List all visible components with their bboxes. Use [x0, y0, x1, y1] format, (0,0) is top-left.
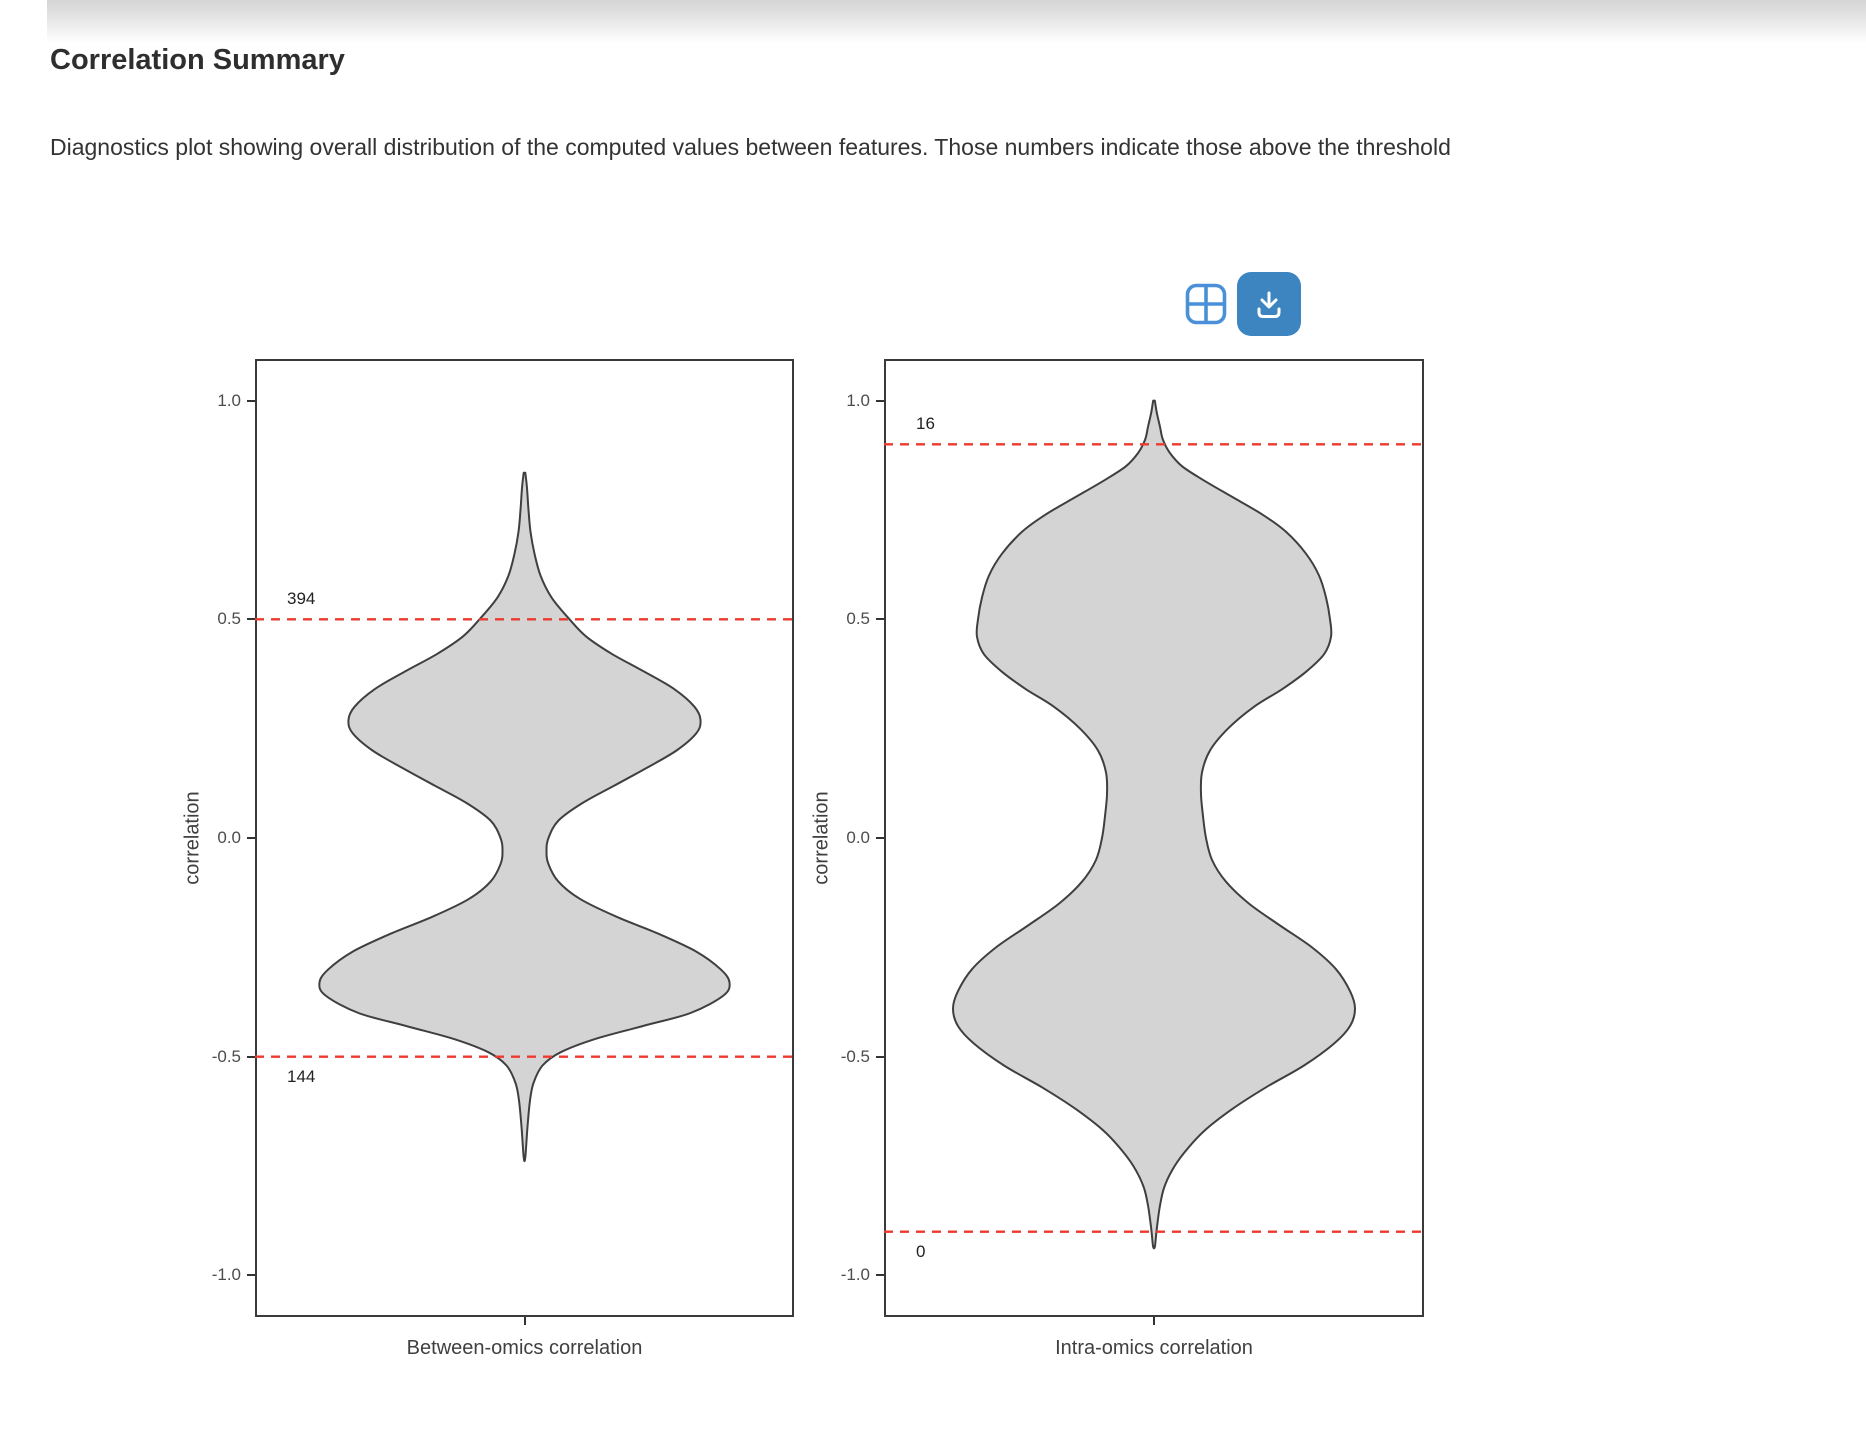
page-title: Correlation Summary — [50, 44, 345, 76]
x-axis-title: Intra-omics correlation — [1055, 1337, 1253, 1359]
y-tick-label: 0.0 — [846, 828, 870, 847]
x-tick-mark — [1153, 1317, 1155, 1325]
y-tick-mark — [876, 837, 884, 839]
y-tick-mark — [247, 618, 255, 620]
y-tick-mark — [247, 400, 255, 402]
page-description: Diagnostics plot showing overall distribution of the computed values between features. Those numbers indicate those above the threshold — [50, 134, 1451, 160]
threshold-count-label: 144 — [287, 1066, 316, 1086]
threshold-count-label: 0 — [916, 1241, 926, 1261]
y-tick-mark — [876, 400, 884, 402]
threshold-count-label: 394 — [287, 589, 316, 609]
threshold-count-label: 16 — [916, 414, 935, 434]
y-axis-title: correlation — [181, 791, 204, 885]
y-tick-label: -0.5 — [840, 1046, 870, 1066]
violin-shape — [319, 473, 729, 1161]
y-tick-mark — [247, 1274, 255, 1276]
y-tick-label: 0.5 — [217, 609, 241, 629]
violin-svg — [255, 359, 794, 1317]
y-tick-mark — [876, 1274, 884, 1276]
y-tick-label: 0.5 — [846, 609, 870, 629]
y-tick-label: -1.0 — [840, 1265, 870, 1285]
violin-shape — [953, 401, 1355, 1249]
y-tick-label: -0.5 — [211, 1046, 241, 1066]
y-tick-label: 1.0 — [217, 390, 241, 410]
y-tick-mark — [247, 837, 255, 839]
y-tick-label: 1.0 — [846, 390, 870, 410]
violin-svg — [884, 359, 1424, 1317]
y-tick-label: -1.0 — [211, 1265, 241, 1285]
y-tick-label: 0.0 — [217, 828, 241, 847]
y-tick-mark — [247, 1056, 255, 1058]
x-tick-mark — [524, 1317, 526, 1325]
y-axis-title: correlation — [810, 791, 833, 885]
y-tick-mark — [876, 1056, 884, 1058]
y-tick-mark — [876, 618, 884, 620]
x-axis-title: Between-omics correlation — [406, 1337, 643, 1359]
